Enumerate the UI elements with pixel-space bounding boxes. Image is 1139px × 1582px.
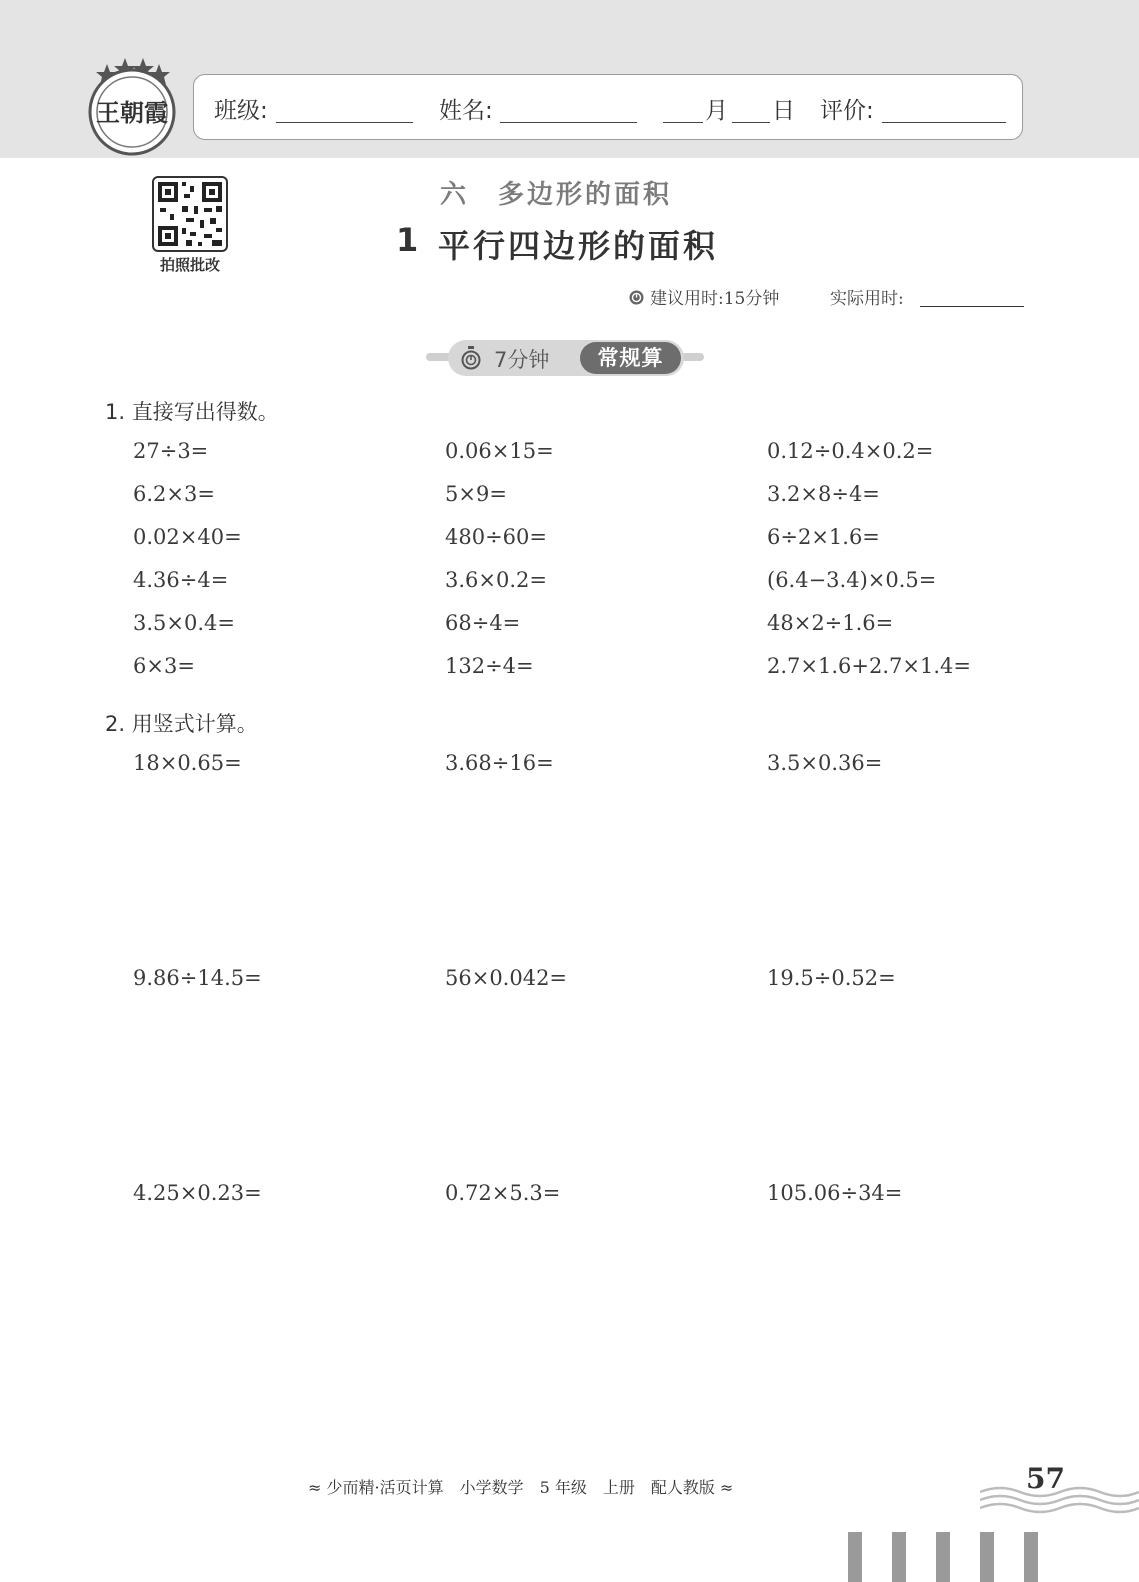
- edge-marks: [846, 1532, 1046, 1582]
- q1-problem: 0.06×15=: [445, 439, 554, 463]
- q1-problem: 27÷3=: [133, 439, 209, 463]
- month-field[interactable]: [663, 122, 703, 123]
- actual-time-field[interactable]: [920, 306, 1024, 307]
- day-field[interactable]: [732, 122, 770, 123]
- actual-time-label: 实际用时:: [830, 289, 904, 309]
- qr-code-icon[interactable]: [152, 176, 228, 252]
- lesson-title: 平行四边形的面积: [438, 227, 719, 265]
- q1-problem: 3.2×8÷4=: [767, 482, 880, 506]
- unit-title: 六 多边形的面积: [440, 180, 673, 210]
- page-number: 57: [1026, 1462, 1065, 1495]
- qr-label: 拍照批改: [159, 256, 220, 274]
- q1-problem: 4.36÷4=: [133, 568, 229, 592]
- footer-book-info: ≈ 少而精·活页计算 小学数学 5 年级 上册 配人教版 ≈: [308, 1478, 734, 1497]
- q1-problem: 6.2×3=: [133, 482, 215, 506]
- suggested-time: 建议用时:15分钟: [650, 289, 780, 309]
- rating-label: 评价:: [820, 98, 874, 124]
- q2-problem: 9.86÷14.5=: [133, 966, 262, 990]
- class-label: 班级:: [214, 98, 268, 124]
- q1-problem: 6÷2×1.6=: [767, 525, 880, 549]
- q1-problem: 68÷4=: [445, 611, 521, 635]
- section-time: 7分钟: [494, 348, 550, 372]
- q1-problem: 0.12÷0.4×0.2=: [767, 439, 934, 463]
- svg-text:王朝霞: 王朝霞: [96, 98, 168, 127]
- lesson-number: 1: [396, 221, 419, 259]
- q2-problem: 105.06÷34=: [767, 1181, 903, 1205]
- q2-problem: 18×0.65=: [133, 751, 242, 775]
- q1-problem: 3.5×0.4=: [133, 611, 235, 635]
- rating-field[interactable]: [882, 122, 1006, 123]
- question-2-title: 2. 用竖式计算。: [105, 712, 258, 736]
- name-field[interactable]: [500, 122, 637, 123]
- class-field[interactable]: [276, 122, 413, 123]
- q1-problem: 0.02×40=: [133, 525, 242, 549]
- q1-problem: 132÷4=: [445, 654, 534, 678]
- q1-problem: 5×9=: [445, 482, 507, 506]
- q1-problem: 3.6×0.2=: [445, 568, 547, 592]
- q1-problem: 48×2÷1.6=: [767, 611, 894, 635]
- q2-problem: 3.68÷16=: [445, 751, 554, 775]
- q2-problem: 19.5÷0.52=: [767, 966, 896, 990]
- day-label: 日: [772, 98, 795, 124]
- q1-problem: (6.4−3.4)×0.5=: [767, 568, 937, 592]
- q1-problem: 6×3=: [133, 654, 195, 678]
- question-1-title: 1. 直接写出得数。: [105, 400, 279, 424]
- name-label: 姓名:: [439, 98, 493, 124]
- q2-problem: 56×0.042=: [445, 966, 568, 990]
- month-label: 月: [705, 98, 728, 124]
- q2-problem: 4.25×0.23=: [133, 1181, 262, 1205]
- q1-problem: 480÷60=: [445, 525, 547, 549]
- q2-problem: 3.5×0.36=: [767, 751, 883, 775]
- publisher-logo: [84, 58, 180, 156]
- clock-icon: [628, 289, 645, 306]
- q1-problem: 2.7×1.6+2.7×1.4=: [767, 654, 971, 678]
- section-tag: 常规算: [580, 342, 681, 374]
- stopwatch-icon: [460, 346, 482, 370]
- q2-problem: 0.72×5.3=: [445, 1181, 561, 1205]
- student-info-box: [193, 74, 1023, 140]
